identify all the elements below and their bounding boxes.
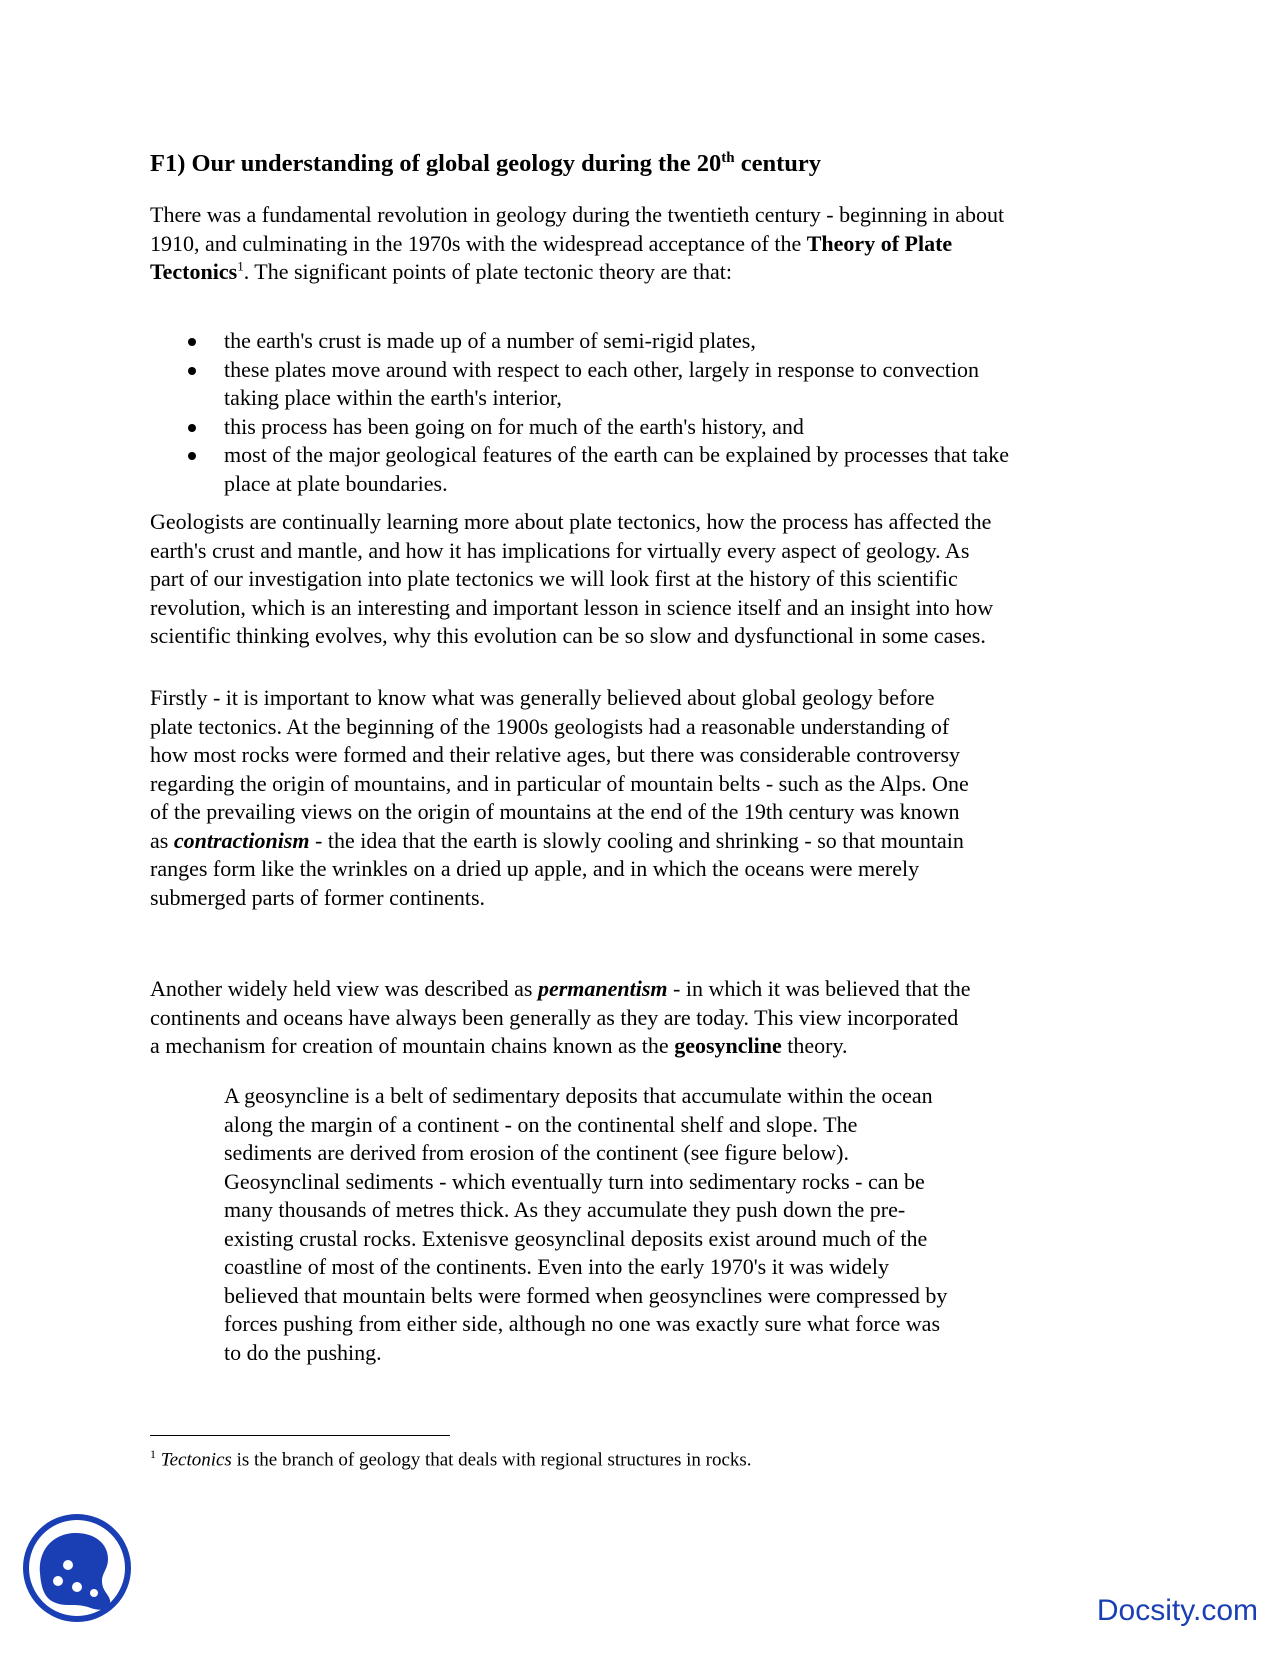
docsity-logo-icon [22,1513,132,1623]
bullet-icon [188,424,196,432]
footnote-divider [150,1435,450,1436]
list-item: the earth's crust is made up of a number of semi-rigid plates, [150,327,1009,356]
permanentism-term: permanentism [537,976,668,1001]
bullet-icon [188,367,196,375]
footnote-term: Tectonics [160,1449,232,1471]
list-item: this process has been going on for much of the earth's history, and [150,413,1009,442]
footnote-ref: 1 [237,258,244,274]
footnote-marker: 1 [150,1447,156,1461]
docsity-brand-link[interactable]: Docsity.com [1096,1594,1258,1627]
firstly-paragraph: Firstly - it is important to know what was generally believed about global geology before plate tectonics. At the beginning of the 1900s geologists had a reasonable understanding of how most rocks were formed and their relative ages, but there was considerable controversy regarding the origin of mountains, and in particular of mountain belts - such as the Alps. One of the prevailing views on the origin of mountains at the end of the 19th century was known as contractionism - the idea that the earth is slowly cooling and shrinking - so that mountain ranges form like the wrinkles on a dried up apple, and in which the oceans were merely submerged parts of former continents. [150,685,969,910]
geosyncline-term: geosyncline [674,1033,782,1058]
page-title: F1) Our understanding of global geology during the 20th century [150,150,822,178]
plate-tectonic-points [150,327,1009,498]
tectonics-term: Tectonics [150,259,238,284]
intro-paragraph: There was a fundamental revolution in geology during the twentieth century - beginning in about 1910, and culminating in the 1970s with the widespread acceptance of the Theory of Plate Tectonics$^1$. The significant points of plate tectonic theory are that: [150,202,1005,284]
theory-term: Theory of Plate [806,230,953,256]
learning-paragraph: Geologists are continually learning more about plate tectonics, how the process has affected the earth's crust and mantle, and how it has implications for virtually every aspect of geology. As part of our investigation into plate tectonics we will look first at the history of this scientific revolution, which is an interesting and important lesson in science itself and an insight into how scientific thinking evolves, why this evolution can be so slow and dysfunctional in some cases. [150,509,994,648]
contractionism-term: contractionism [173,827,310,853]
list-item: these plates move around with respect to each other, largely in response to convection taking place within the earth's interior, [150,356,1009,413]
list-item: most of the major geological features of the earth can be explained by processes that take place at plate boundaries. [150,441,1009,498]
another-paragraph: Another widely held view was described as permanentism - in which it was believed that the continents and oceans have always been generally as they are today. This view incorporated a mechanism for creation of mountain chains known as the geosyncline theory. [150,976,971,1058]
title-superscript: th [721,150,735,166]
bullet-icon [188,452,196,460]
geosyncline-blockquote: A geosyncline is a belt of sedimentary deposits that accumulate within the ocean along the margin of a continent - on the continental shelf and slope. The sediments are derived from erosion of the continent (see figure below). Geosynclinal sediments - which eventually turn into sedimentary rocks - can be many thousands of metres thick. As they accumulate they push down the pre- existing crustal rocks. Extenisve geosynclinal deposits exist around much of the coastline of most of the continents. Even into the early 1970's it was widely believed that mountain belts were formed when geosynclines were compressed by forces pushing from either side, although no one was exactly sure what force was to do the pushing. [224,1083,948,1365]
footnote: $^1$ Tectonics is the branch of geology that deals with regional structures in rocks. [150,1447,752,1471]
bullet-icon [188,338,196,346]
